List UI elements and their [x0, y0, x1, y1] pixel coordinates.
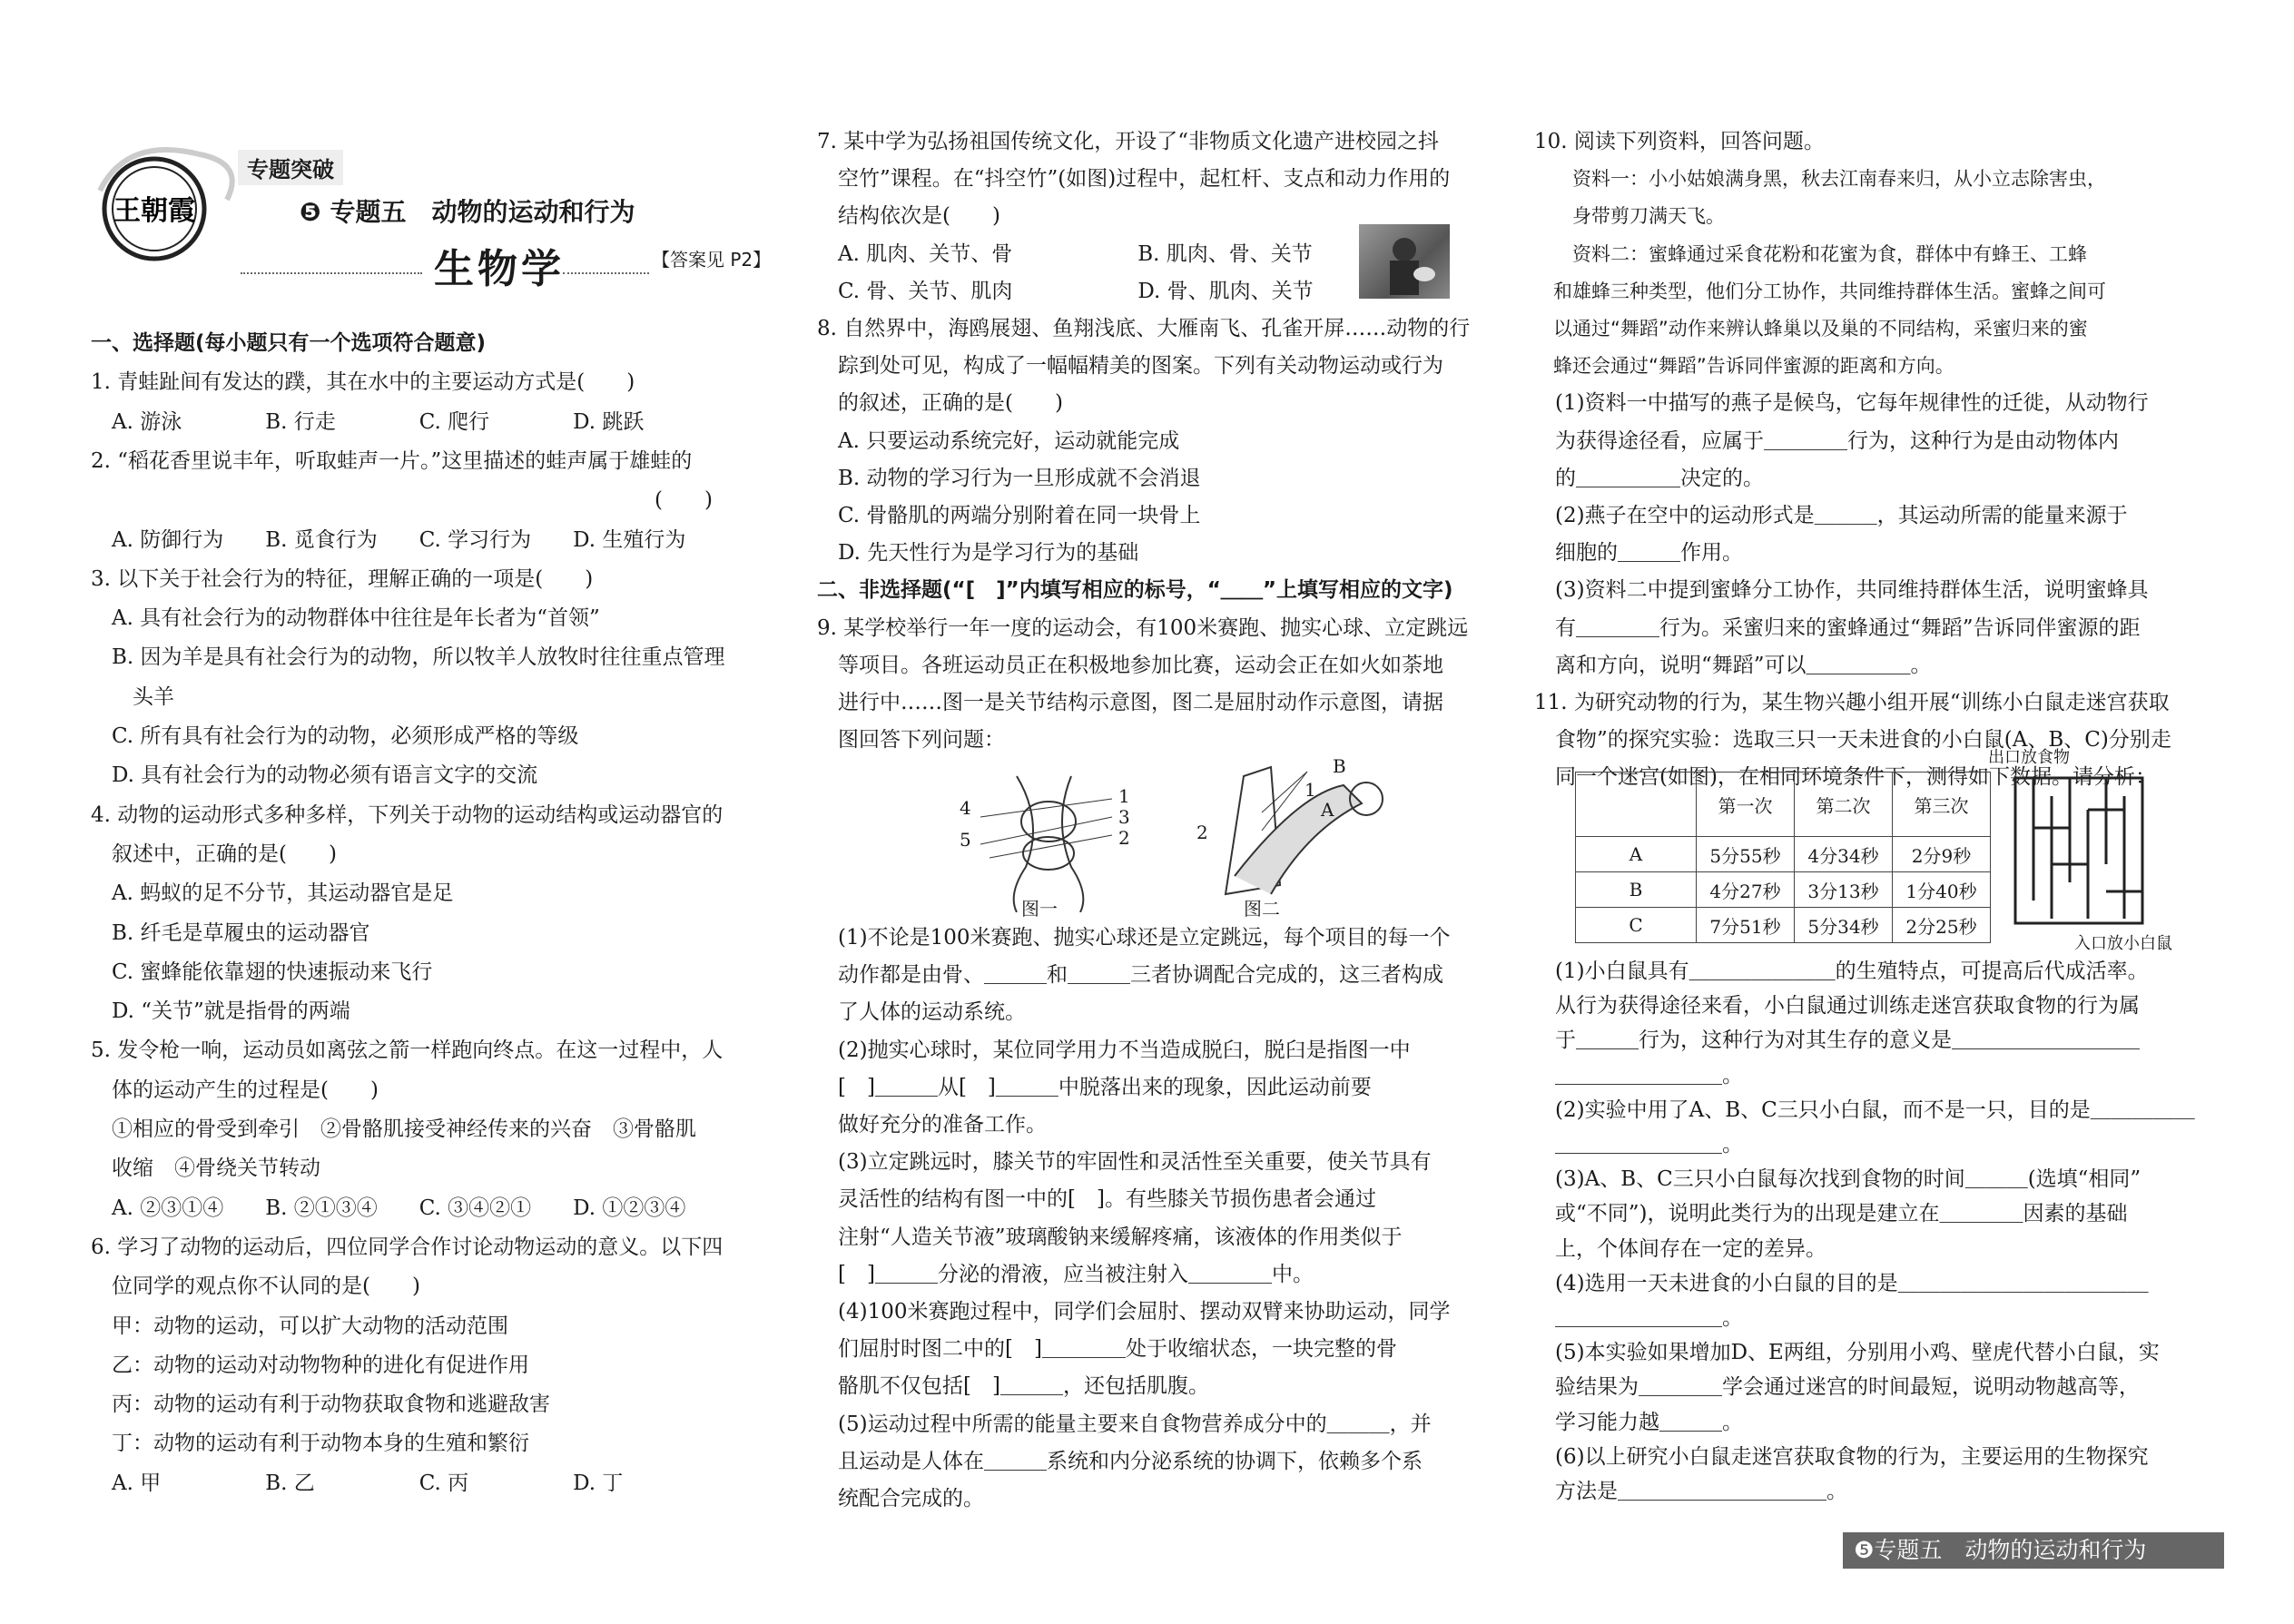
fig1-label-2: 2	[1118, 827, 1130, 849]
text-line: 头羊	[91, 684, 174, 709]
table-cell: 2分25秒	[1893, 908, 1991, 943]
fig1-label-4: 4	[960, 797, 971, 819]
logo-text: 王朝霞	[113, 195, 195, 227]
text-line: 9. 某学校举行一年一度的运动会，有100米赛跑、抛实心球、立定跳远	[817, 615, 1469, 640]
text-line: 一、选择题(每小题只有一个选项符合题意)	[91, 331, 487, 355]
fig2-label-A: A	[1321, 799, 1334, 821]
text-line: D. 先天性行为是学习行为的基础	[817, 541, 1139, 566]
page-title: 生物学	[434, 246, 565, 292]
table-cell: B	[1576, 872, 1697, 908]
text-line: 于＿＿＿行为，这种行为对其生存的意义是＿＿＿＿＿＿＿＿＿	[1534, 1029, 2140, 1053]
text-line: (3)立定跳远时，膝关节的牢固性和灵活性至关重要，使关节具有	[817, 1150, 1432, 1175]
maze-exit-label: 出口放食物	[1988, 748, 2070, 767]
text-line: 空竹”课程。在“抖空竹”(如图)过程中，起杠杆、支点和动力作用的	[817, 167, 1451, 192]
text-line: 乙：动物的运动对动物物种的进化有促进作用	[91, 1353, 529, 1377]
text-line: 的叙述，正确的是( )	[817, 391, 1063, 416]
text-line: (2)燕子在空中的运动形式是＿＿＿，其运动所需的能量来源于	[1534, 504, 2128, 527]
table-header-cell: 第二次	[1795, 773, 1893, 837]
figure-joint	[962, 767, 1144, 912]
text-line: C. 所有具有社会行为的动物，必须形成严格的等级	[91, 724, 579, 748]
text-line: ( )	[91, 488, 713, 513]
text-line: D. “关节”就是指骨的两端	[91, 999, 350, 1024]
text-line: 6. 学习了动物的运动后，四位同学合作讨论动物运动的意义。以下四	[91, 1235, 724, 1259]
text-line: 或“不同”)，说明此类行为的出现是建立在＿＿＿＿因素的基础	[1534, 1202, 2128, 1226]
text-line: (4)选用一天未进食的小白鼠的目的是＿＿＿＿＿＿＿＿＿＿＿＿	[1534, 1271, 2149, 1295]
text-line: 细胞的＿＿＿作用。	[1534, 541, 1743, 566]
text-line: 10. 阅读下列资料，回答问题。	[1534, 130, 1825, 153]
text-line: A. 防御行为 B. 觅食行为 C. 学习行为 D. 生殖行为	[91, 527, 686, 552]
text-line: 为获得途径看，应属于＿＿＿＿行为，这种行为是由动物体内	[1534, 428, 2119, 453]
text-line: (4)100米赛跑过程中，同学们会屈肘、摆动双臂来协助运动，同学	[817, 1300, 1451, 1324]
text-line: 位同学的观点你不认同的是( )	[91, 1275, 420, 1299]
text-line: C. 骨骼肌的两端分别附着在同一块骨上	[817, 504, 1201, 527]
text-line: (5)运动过程中所需的能量主要来自食物营养成分中的＿＿＿，并	[817, 1412, 1432, 1436]
text-line: 方法是＿＿＿＿＿＿＿＿＿＿。	[1534, 1480, 1847, 1503]
page-subtitle: ❺ 专题五 动物的运动和行为	[300, 197, 635, 227]
text-line: 和雄蜂三种类型，他们分工协作，共同维持群体生活。蜜蜂之间可	[1534, 280, 2106, 302]
table-row	[1576, 837, 1991, 872]
text-line: 资料二：蜜蜂通过采食花粉和花蜜为食，群体中有蜂王、工蜂	[1534, 242, 2087, 265]
text-line: C. 蜜蜂能依靠翅的快速振动来飞行	[91, 960, 433, 984]
table-cell: 4分27秒	[1697, 872, 1795, 908]
title-divider-right	[563, 272, 649, 274]
text-line: 以通过“舞蹈”动作来辨认蜂巢以及巢的不同结构，采蜜归来的蜜	[1534, 318, 2088, 340]
text-line: 上，个体间存在一定的差异。	[1534, 1236, 1826, 1261]
text-line: 进行中……图一是关节结构示意图，图二是屈肘动作示意图，请据	[817, 691, 1443, 714]
text-line: 5. 发令枪一响，运动员如离弦之箭一样跑向终点。在这一过程中，人	[91, 1038, 724, 1063]
text-line: (1)不论是100米赛跑、抛实心球还是立定跳远，每个项目的每一个	[817, 926, 1451, 950]
text-line: 11. 为研究动物的行为，某生物兴趣小组开展“训练小白鼠走迷宫获取	[1534, 691, 2170, 714]
text-line: 了人体的运动系统。	[817, 1000, 1026, 1025]
text-line: ＿＿＿＿＿＿＿＿。	[1534, 1063, 1743, 1088]
table-row	[1576, 872, 1991, 908]
table-cell: 5分34秒	[1795, 908, 1893, 943]
text-line: ＿＿＿＿＿＿＿＿。	[1534, 1306, 1743, 1330]
maze-entry-label: 入口放小白鼠	[2074, 934, 2172, 953]
text-line: 注射“人造关节液”玻璃酸钠来缓解疼痛，该液体的作用类似于	[817, 1225, 1403, 1249]
text-line: 同一个迷宫(如图)，在相同环境条件下，测得如下数据。请分析：	[1534, 765, 2156, 790]
text-line: 等项目。各班运动员正在积极地参加比赛，运动会正在如火如荼地	[817, 653, 1443, 677]
text-line: A. 甲 B. 乙 C. 丙 D. 丁	[91, 1471, 624, 1495]
figure-elbow	[1207, 758, 1389, 903]
text-line: 身带剪刀满天飞。	[1534, 205, 1725, 228]
text-line: (2)抛实心球时，某位同学用力不当造成脱臼，脱臼是指图一中	[817, 1038, 1411, 1062]
text-line: 灵活性的结构有图一中的[ ]。有些膝关节损伤患者会通过	[817, 1187, 1376, 1212]
fig1-caption: 图一	[1021, 898, 1058, 920]
text-line: 1. 青蛙趾间有发达的蹼，其在水中的主要运动方式是( )	[91, 370, 635, 395]
text-line: 丁：动物的运动有利于动物本身的生殖和繁衍	[91, 1432, 529, 1456]
fig1-label-5: 5	[960, 829, 971, 851]
text-line: B. 动物的学习行为一旦形成就不会消退	[817, 466, 1201, 490]
logo	[91, 136, 236, 281]
text-line: 食物”的探究实验：选取三只一天未进食的小白鼠(A、B、C)分别走	[1534, 728, 2171, 753]
fig2-label-B: B	[1333, 755, 1346, 777]
answer-reference: 【答案见 P2】	[652, 249, 772, 271]
table-cell: 5分55秒	[1697, 837, 1795, 872]
text-line: 丙：动物的运动有利于动物获取食物和逃避敌害	[91, 1393, 550, 1417]
table-row	[1576, 908, 1991, 943]
text-line: (1)小白鼠具有＿＿＿＿＿＿＿的生殖特点，可提高后代成活率。	[1534, 960, 2149, 983]
table-cell: 2分9秒	[1893, 837, 1991, 872]
text-line: (3)资料二中提到蜜蜂分工协作，共同维持群体生活，说明蜜蜂具	[1534, 578, 2149, 603]
text-line: 学习能力越＿＿＿。	[1534, 1410, 1743, 1434]
text-line: (1)资料一中描写的燕子是候鸟，它每年规律性的迁徙，从动物行	[1534, 391, 2149, 416]
fig2-caption: 图二	[1244, 898, 1280, 920]
text-line: ＿＿＿＿＿＿＿＿。	[1534, 1133, 1743, 1156]
text-line: 离和方向，说明“舞蹈”可以＿＿＿＿＿。	[1534, 653, 1932, 677]
text-line: 结构依次是( )	[817, 204, 1000, 229]
text-line: 从行为获得途径来看，小白鼠通过训练走迷宫获取食物的行为属	[1534, 994, 2140, 1019]
text-line: (6)以上研究小白鼠走迷宫获取食物的行为，主要运用的生物探究	[1534, 1444, 2149, 1469]
text-line: 资料一：小小姑娘满身黑，秋去江南春来归，从小立志除害虫，	[1534, 168, 2106, 191]
diabolo-photo	[1359, 224, 1450, 299]
table-cell: 4分34秒	[1795, 837, 1893, 872]
text-line: D. 具有社会行为的动物必须有语言文字的交流	[91, 763, 538, 788]
text-line: 体的运动产生的过程是( )	[91, 1078, 379, 1102]
footer-topic-banner: ❺专题五 动物的运动和行为	[1843, 1532, 2224, 1569]
text-line: 统配合完成的。	[817, 1487, 984, 1511]
topic-badge: 专题突破	[238, 150, 343, 185]
text-line: 踪到处可见，构成了一幅幅精美的图案。下列有关动物运动或行为	[817, 354, 1443, 379]
text-line: (2)实验中用了A、B、C三只小白鼠，而不是一只，目的是＿＿＿＿＿	[1534, 1097, 2195, 1122]
text-line: 4. 动物的运动形式多种多样，下列关于动物的运动结构或运动器官的	[91, 802, 724, 827]
table-header-cell	[1576, 773, 1697, 837]
fig1-label-3: 3	[1118, 806, 1130, 828]
text-line: 叙述中，正确的是( )	[91, 842, 337, 866]
table-cell: 1分40秒	[1893, 872, 1991, 908]
table-cell: 7分51秒	[1697, 908, 1795, 943]
text-line: 8. 自然界中，海鸥展翅、鱼翔浅底、大雁南飞、孔雀开屏……动物的行	[817, 317, 1471, 340]
maze-diagram	[2011, 773, 2147, 928]
text-line: 动作都是由骨、＿＿＿和＿＿＿三者协调配合完成的，这三者构成	[817, 963, 1443, 988]
text-line: C. 骨、关节、肌肉 D. 骨、肌肉、关节	[817, 279, 1314, 303]
title-divider-left	[241, 272, 422, 274]
text-line: 2. “稻花香里说丰年，听取蛙声一片。”这里描述的蛙声属于雄蛙的	[91, 448, 693, 473]
maze-timing-table	[1575, 772, 1991, 943]
text-line: [ ]＿＿＿从[ ]＿＿＿中脱落出来的现象，因此运动前要	[817, 1075, 1372, 1099]
text-line: 蜂还会通过“舞蹈”告诉同伴蜜源的距离和方向。	[1534, 355, 1954, 378]
fig1-label-1: 1	[1118, 785, 1130, 807]
text-line: (5)本实验如果增加D、E两组，分别用小鸡、壁虎代替小白鼠，实	[1534, 1341, 2160, 1365]
text-line: 的＿＿＿＿＿决定的。	[1534, 466, 1764, 490]
text-line: 收缩 ④骨绕关节转动	[91, 1156, 320, 1181]
text-line: A. 蚂蚁的足不分节，其运动器官是足	[91, 881, 454, 906]
text-line: 图回答下列问题：	[817, 728, 1005, 753]
text-line: 二、非选择题(“[ ]”内填写相应的标号，“＿＿”上填写相应的文字)	[817, 578, 1453, 603]
fig2-label-1: 1	[1305, 779, 1316, 801]
text-line: A. 具有社会行为的动物群体中往往是年长者为“首领”	[91, 606, 600, 631]
text-line: [ ]＿＿＿分泌的滑液，应当被注射入＿＿＿＿中。	[817, 1262, 1314, 1286]
table-header-cell: 第一次	[1697, 773, 1795, 837]
text-line: ①相应的骨受到牵引 ②骨骼肌接受神经传来的兴奋 ③骨骼肌	[91, 1117, 696, 1141]
text-line: B. 纤毛是草履虫的运动器官	[91, 920, 370, 945]
table-cell: C	[1576, 908, 1697, 943]
text-line: 甲：动物的运动，可以扩大动物的活动范围	[91, 1314, 508, 1338]
text-line: A. 游泳 B. 行走 C. 爬行 D. 跳跃	[91, 409, 645, 434]
text-line: 7. 某中学为弘扬祖国传统文化，开设了“非物质文化遗产进校园之抖	[817, 130, 1440, 153]
text-line: B. 因为羊是具有社会行为的动物，所以牧羊人放牧时往往重点管理	[91, 645, 725, 670]
table-cell: A	[1576, 837, 1697, 872]
text-line: A. 只要运动系统完好，运动就能完成	[817, 428, 1180, 453]
table-header-row	[1576, 773, 1991, 837]
table-cell: 3分13秒	[1795, 872, 1893, 908]
text-line: A. 肌肉、关节、骨 B. 肌肉、骨、关节	[817, 241, 1313, 266]
text-line: 骼肌不仅包括[ ]＿＿＿，还包括肌腹。	[817, 1374, 1209, 1399]
text-line: 且运动是人体在＿＿＿系统和内分泌系统的协调下，依赖多个系	[817, 1449, 1423, 1473]
text-line: (3)A、B、C三只小白鼠每次找到食物的时间＿＿＿(选填“相同”	[1534, 1167, 2141, 1192]
fig2-label-2: 2	[1196, 822, 1208, 843]
text-line: 们屈肘时图二中的[ ]＿＿＿＿处于收缩状态，一块完整的骨	[817, 1337, 1397, 1362]
text-line: 做好充分的准备工作。	[817, 1113, 1047, 1137]
text-line: 3. 以下关于社会行为的特征，理解正确的一项是( )	[91, 566, 594, 591]
table-header-cell: 第三次	[1893, 773, 1991, 837]
text-line: 有＿＿＿＿行为。采蜜归来的蜜蜂通过“舞蹈”告诉同伴蜜源的距	[1534, 615, 2141, 640]
text-line: 验结果为＿＿＿＿学会通过迷宫的时间最短，说明动物越高等，	[1534, 1375, 2140, 1400]
text-line: A. ②③①④ B. ②①③④ C. ③④②① D. ①②③④	[91, 1196, 686, 1220]
